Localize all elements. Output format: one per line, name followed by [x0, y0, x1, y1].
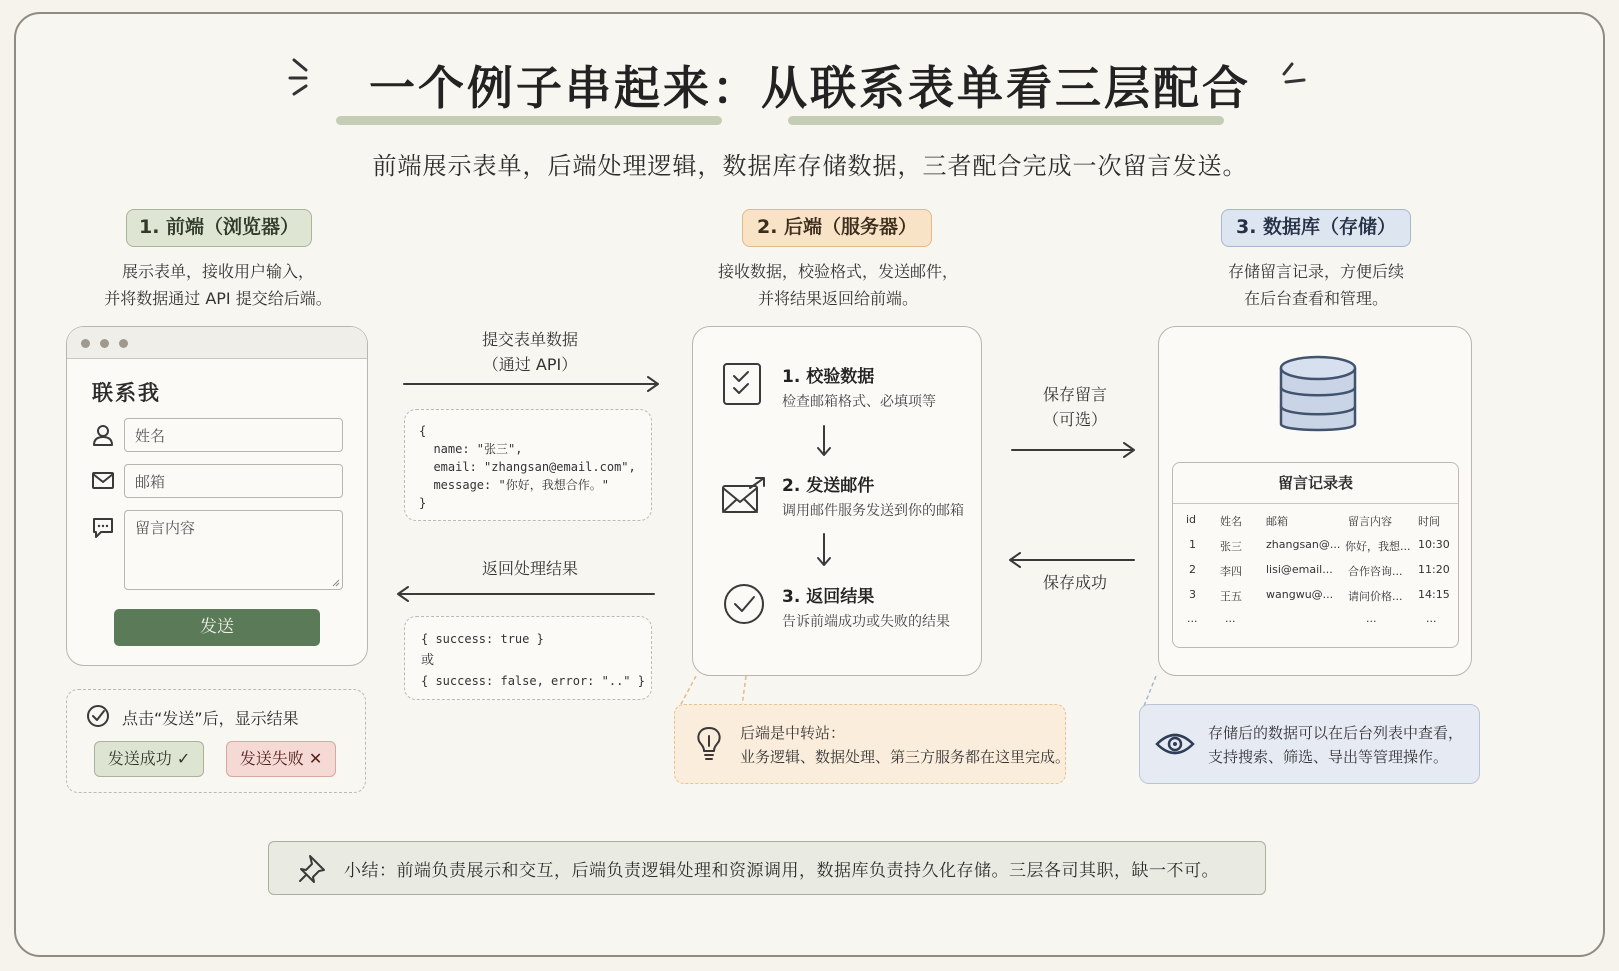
table-header-cell: 邮箱 [1266, 515, 1288, 528]
table-cell: 14:15 [1418, 588, 1450, 601]
backend-tag: 2. 后端（服务器） [742, 209, 932, 247]
lightbulb-icon [694, 724, 724, 764]
summary-text: 小结：前端负责展示和交互，后端负责逻辑处理和资源调用，数据库负责持久化存储。三层各司其职，缺一不可。 [344, 861, 1219, 881]
submit-arrow [402, 374, 664, 394]
table-divider [1173, 503, 1458, 504]
database-tag: 3. 数据库（存储） [1221, 209, 1411, 247]
table-cell: ... [1426, 612, 1437, 625]
result-caption: 点击“发送”后，显示结果 [122, 709, 299, 728]
table-cell: 张三 [1220, 540, 1242, 553]
table-cell: ... [1366, 612, 1377, 625]
table-cell: 2 [1189, 563, 1196, 576]
note-connector [1140, 674, 1180, 708]
check-circle-icon [86, 704, 110, 728]
table-cell: 11:20 [1418, 563, 1450, 576]
database-icon [1278, 354, 1358, 438]
message-field[interactable]: 留言内容 [124, 510, 343, 590]
resize-handle-icon[interactable] [332, 579, 340, 587]
eye-icon [1154, 728, 1196, 760]
return-arrow-label: 返回处理结果 [481, 559, 578, 578]
save-arrow-label: 保存留言 （可选） [1042, 385, 1107, 429]
return-arrow [392, 584, 656, 604]
email-field[interactable]: 邮箱 [124, 464, 343, 498]
frontend-tag: 1. 前端（浏览器） [126, 209, 312, 247]
save-arrow [1010, 440, 1140, 460]
page-subtitle: 前端展示表单，后端处理逻辑，数据库存储数据，三者配合完成一次留言发送。 [372, 152, 1248, 180]
form-heading: 联系我 [92, 381, 161, 405]
frontend-description: 展示表单，接收用户输入， 并将数据通过 API 提交给后端。 [104, 262, 332, 308]
submit-arrow-label: 提交表单数据 （通过 API） [481, 330, 578, 374]
failure-badge: 发送失败 ✕ [226, 741, 336, 777]
database-description: 存储留言记录，方便后续 在后台查看和管理。 [1227, 262, 1404, 308]
window-dot [81, 339, 90, 348]
records-table-title: 留言记录表 [1277, 474, 1353, 492]
table-cell: 10:30 [1418, 538, 1450, 551]
table-cell: 1 [1189, 538, 1196, 551]
note-connector [676, 674, 756, 708]
window-dot [119, 339, 128, 348]
table-cell: zhangsan@... [1266, 538, 1341, 551]
backend-note [674, 704, 1066, 784]
success-badge: 发送成功 ✓ [94, 741, 204, 777]
down-arrow-icon [814, 424, 834, 458]
table-cell: lisi@email... [1266, 563, 1333, 576]
request-payload-code: { name: "张三", email: "zhangsan@email.com", message: "你好，我想合作。" } [419, 424, 636, 510]
down-arrow-icon [814, 532, 834, 568]
page-title: 一个例子串起来：从联系表单看三层配合 [369, 61, 1251, 115]
checklist-icon [722, 362, 764, 408]
window-dot [100, 339, 109, 348]
browser-title-bar [67, 327, 367, 359]
table-cell: wangwu@... [1266, 588, 1334, 601]
database-note-line1: 存储后的数据可以在后台列表中查看， [1208, 724, 1464, 742]
backend-note-title: 后端是中转站： [740, 724, 846, 742]
table-header-cell: id [1186, 513, 1197, 526]
response-or-text: 或 [421, 653, 435, 668]
spark-icon [1278, 60, 1308, 90]
check-circle-icon [722, 582, 766, 626]
database-note-line2: 支持搜索、筛选、导出等管理操作。 [1208, 748, 1449, 766]
table-cell: ... [1187, 612, 1198, 625]
name-field[interactable]: 姓名 [124, 418, 343, 452]
table-cell: 王五 [1220, 590, 1242, 603]
spark-icon [286, 56, 326, 96]
table-cell: 3 [1189, 588, 1196, 601]
response-error-code: { success: false, error: ".." } [421, 674, 645, 688]
table-cell: 你好，我想... [1345, 540, 1411, 553]
table-header-cell: 留言内容 [1348, 515, 1392, 528]
table-cell: 请问价格... [1348, 590, 1403, 603]
backend-description: 接收数据，校验格式，发送邮件， 并将结果返回给前端。 [717, 262, 958, 308]
response-payload-box [404, 616, 652, 700]
send-mail-icon [720, 476, 768, 516]
table-header-cell: 姓名 [1220, 515, 1242, 528]
step-return-desc: 告诉前端成功或失败的结果 [782, 614, 950, 630]
user-icon [92, 424, 114, 446]
saved-arrow [1004, 550, 1138, 570]
response-success-code: { success: true } [421, 632, 544, 646]
chat-icon [92, 517, 114, 539]
step-return-title: 3. 返回结果 [782, 587, 875, 607]
send-button[interactable]: 发送 [114, 609, 320, 646]
table-cell: ... [1225, 612, 1236, 625]
step-validate-desc: 检查邮箱格式、必填项等 [782, 394, 936, 410]
mail-icon [92, 472, 114, 490]
table-cell: 合作咨询... [1348, 565, 1403, 578]
request-payload-box [404, 409, 652, 521]
table-cell: 李四 [1220, 565, 1242, 578]
table-header-cell: 时间 [1418, 515, 1440, 528]
step-email-title: 2. 发送邮件 [782, 476, 875, 496]
step-email-desc: 调用邮件服务发送到你的邮箱 [782, 503, 964, 519]
saved-arrow-label: 保存成功 [1042, 573, 1107, 592]
backend-note-body: 业务逻辑、数据处理、第三方服务都在这里完成。 [740, 748, 1071, 766]
pin-icon [298, 853, 328, 883]
step-validate-title: 1. 校验数据 [782, 367, 875, 387]
